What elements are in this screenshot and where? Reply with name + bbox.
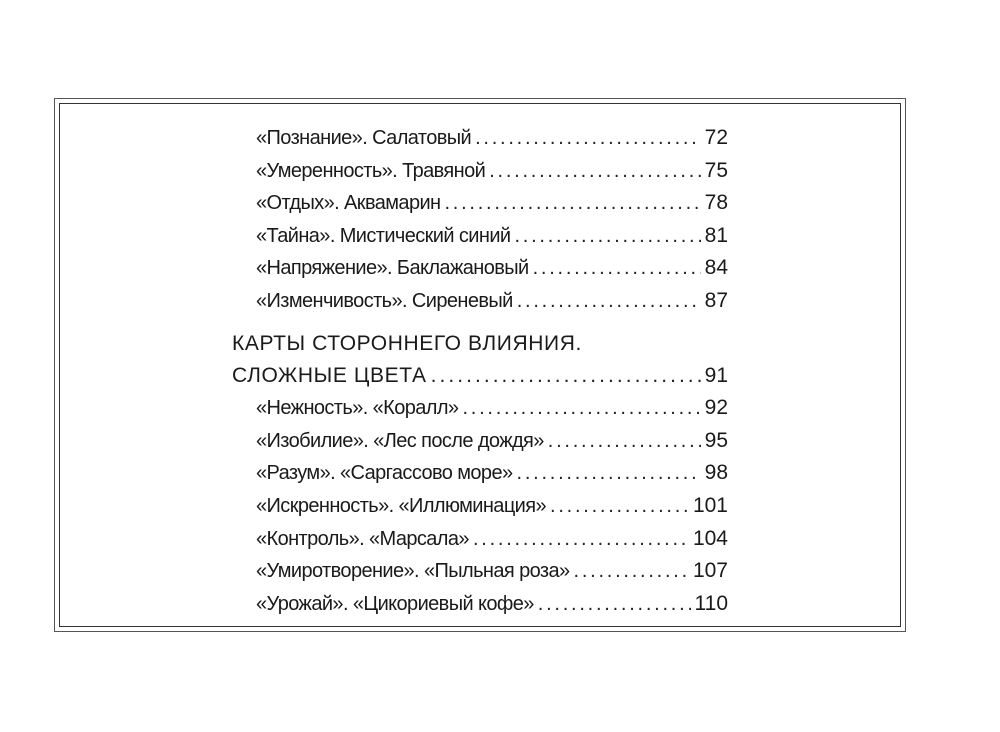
dot-leader: [574, 555, 689, 588]
toc-entry[interactable]: [232, 555, 728, 588]
toc-entry-title: «Разум». «Саргассово море»: [256, 462, 513, 485]
dot-leader: [475, 122, 701, 155]
toc-entry-page: 101: [692, 493, 728, 517]
toc-entry-page: 87: [704, 288, 728, 312]
toc-entry-page: 78: [704, 191, 728, 215]
toc-entry[interactable]: [232, 155, 728, 188]
toc-entry[interactable]: [232, 490, 728, 523]
toc-entry-title: «Познание». Салатовый: [256, 127, 472, 149]
toc-entry-title: «Умиротворение». «Пыльная роза»: [256, 560, 570, 583]
section-entry[interactable]: [232, 360, 728, 393]
dot-leader: [514, 220, 700, 253]
dot-leader: [548, 425, 701, 458]
toc-entry-page: 107: [692, 559, 728, 583]
toc-entry-page: 84: [704, 256, 728, 280]
toc-entry-title: «Контроль». «Марсала»: [256, 527, 469, 550]
table-of-contents: [232, 122, 728, 620]
dot-leader: [473, 523, 689, 556]
toc-entry[interactable]: [232, 523, 728, 556]
toc-entry[interactable]: [232, 425, 728, 458]
toc-entry[interactable]: [232, 392, 728, 425]
toc-entry-title: «Изменчивость». Сиреневый: [256, 289, 513, 312]
toc-entry[interactable]: [232, 187, 728, 220]
toc-entry-title: «Нежность». «Коралл»: [256, 397, 459, 420]
toc-entry-page: 72: [704, 126, 728, 149]
toc-entry-page: 95: [704, 428, 728, 452]
dot-leader: [431, 360, 701, 393]
section-page: 91: [704, 363, 728, 387]
toc-entry-page: 110: [694, 591, 728, 615]
toc-entry[interactable]: [232, 122, 728, 155]
section-title: СЛОЖНЫЕ ЦВЕТА: [232, 363, 427, 387]
toc-entry-title: «Тайна». Мистический синий: [256, 224, 511, 247]
toc-entry-page: 98: [704, 461, 728, 485]
dot-leader: [533, 252, 701, 285]
dot-leader: [517, 285, 701, 318]
dot-leader: [444, 187, 700, 220]
toc-entry-page: 104: [692, 526, 728, 550]
toc-entry-page: 81: [704, 223, 728, 247]
toc-entry[interactable]: [232, 457, 728, 490]
toc-entry-page: 75: [704, 158, 728, 182]
toc-entry-title: «Умеренность». Травяной: [256, 159, 486, 182]
dot-leader: [462, 392, 700, 425]
dot-leader: [550, 490, 689, 523]
toc-entry[interactable]: [232, 285, 728, 318]
toc-entry-title: «Напряжение». Баклажановый: [256, 257, 529, 280]
toc-entry[interactable]: [232, 252, 728, 285]
section-heading: КАРТЫ СТОРОННЕГО ВЛИЯНИЯ.: [232, 331, 582, 355]
toc-entry-page: 92: [704, 396, 728, 420]
toc-entry[interactable]: [232, 220, 728, 253]
toc-entry-title: «Изобилие». «Лес после дождя»: [256, 429, 544, 452]
dot-leader: [489, 155, 700, 188]
toc-entry[interactable]: [232, 588, 728, 621]
dot-leader: [538, 588, 691, 621]
toc-entry-title: «Урожай». «Цикориевый кофе»: [256, 592, 534, 615]
dot-leader: [517, 457, 701, 490]
toc-entry-title: «Отдых». Аквамарин: [256, 192, 441, 215]
toc-entry-title: «Искренность». «Иллюминация»: [256, 494, 547, 517]
